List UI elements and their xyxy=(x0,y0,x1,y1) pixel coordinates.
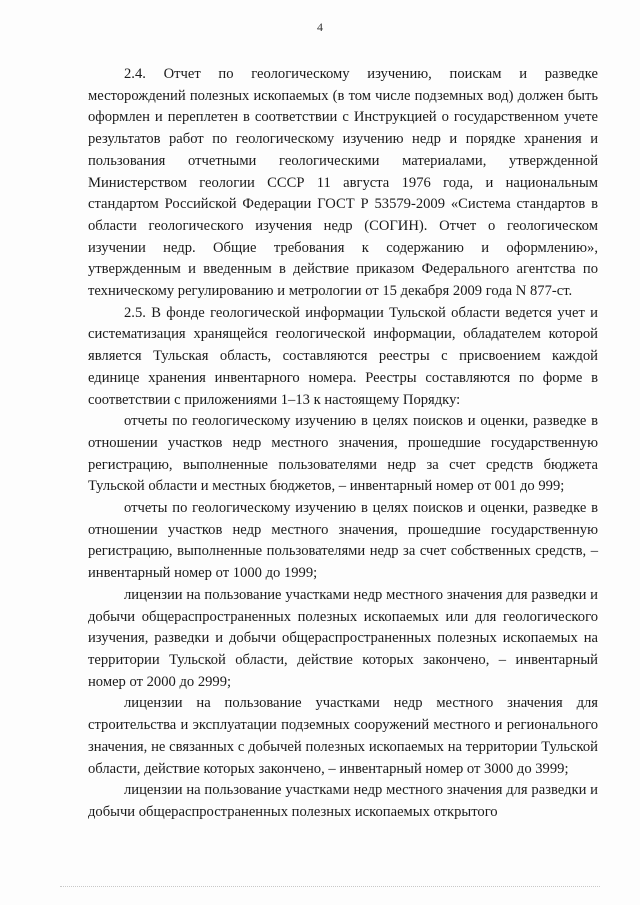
scan-artifact-line xyxy=(60,886,600,889)
list-item: лицензии на пользование участками недр местного значения для строительства и эксплуатации подземных сооружений местного и регионального значения, не связанных с добычей полезных ископаемых на территории Тульской области, действие которых закончено, – инвентарный номер от 3000 до 3999; xyxy=(88,695,598,777)
list-item: лицензии на пользование участками недр местного значения для разведки и добычи общераспространенных полезных ископаемых или для геологического изучения, разведки и добычи общераспространенных полезных ископаемых на территории Тульской области, действие которых закончено, – инвентарный номер от 2000 до 2999; xyxy=(88,586,598,690)
page-number: 4 xyxy=(317,20,323,34)
list-item: отчеты по геологическому изучению в целях поисков и оценки, разведке в отношении участков недр местного значения, прошедшие государственную регистрацию, выполненные пользователями недр за счет собственных средств, – инвентарный номер от 1000 до 1999; xyxy=(88,500,598,582)
paragraph-2-4: 2.4. Отчет по геологическому изучению, поискам и разведке месторождений полезных ископаемых (в том числе подземных вод) должен быть оформлен и переплетен в соответствии с Инструкцией о государственном учете результатов работ по геологическому изучению недр и порядке хранения и пользования отчетными геологическими материалами, утвержденной Министерством геологии СССР 11 августа 1976 года, и национальным стандартом Российской Федерации ГОСТ Р 53579-2009 «Система стандартов в области геологического изучения недр (СОГИН). Отчет о геологическом изучении недр. Общие требования к содержанию и оформлению», утвержденным и введенным в действие приказом Федерального агентства по техническому регулированию и метрологии от 15 декабря 2009 года N 877-ст. xyxy=(88,66,598,300)
paragraph-2-5: 2.5. В фонде геологической информации Тульской области ведется учет и систематизация хранящейся геологической информации, обладателем которой является Тульская область, составляются реестры с присвоением каждой единице хранения инвентарного номера. Реестры составляются по форме в соответствии с приложениями 1–13 к настоящему Порядку: xyxy=(88,304,598,408)
list-item: лицензии на пользование участками недр местного значения для разведки и добычи общераспространенных полезных ископаемых открытого xyxy=(88,782,598,820)
document-body xyxy=(88,64,598,824)
list-item: отчеты по геологическому изучению в целях поисков и оценки, разведке в отношении участков недр местного значения, прошедшие государственную регистрацию, выполненные пользователями недр за счет средств бюджета Тульской области и местных бюджетов, – инвентарный номер от 001 до 999; xyxy=(88,413,598,495)
